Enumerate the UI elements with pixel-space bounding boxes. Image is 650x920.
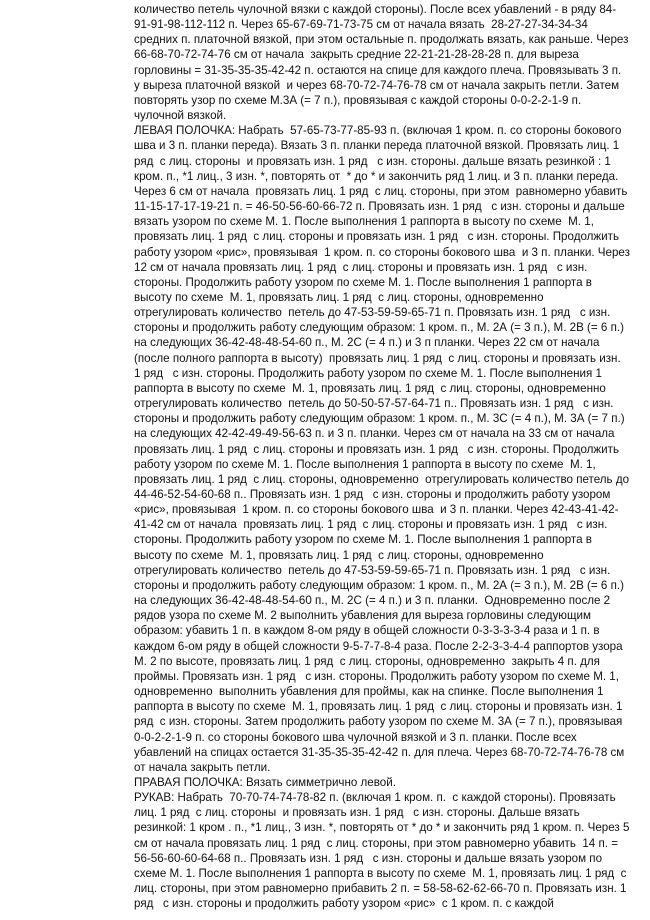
sleeve-section: РУКАВ: Набрать 70-70-74-74-78-82 п. (включая 1 кром. п. с каждой стороны). Провязать лиц. 1 ряд с лиц. стороны и провязать изн. 1 ряд с изн. стороны. Дальше вязать резинкой: 1 кром . п., *1 лиц., 3 изн. *, повторять от * до * и закончить ряд 1 кром. п. Через 5 см от начала провязать лиц. 1 ряд с лиц. стороны, при этом равномерно убавить 14 п. = 56-56-60-60-64-68 п.. Провязать изн. 1 ряд с изн. стороны и дальше вязать узором по схеме М. 1. После выполнения 1 раппорта в высоту по схеме М. 1, провязать лиц. 1 ряд с лиц. стороны, при этом равномерно прибавить 2 п. = 58-58-62-62-66-70 п. Провязать изн. 1 ряд с изн. стороны и продолжить работу узором «рис» с 1 кром. п. с каждой xyxy=(134,791,633,911)
back-text-continuation: количество петель чулочной вязки с каждой стороны). После всех убавлений - в ряду 84-91-91-98-112-112 п. Через 65-67-69-71-73-75 см от начала вязать 28-27-27-34-34-34 средних п. платочной вязкой, при этом остальные п. продолжать вязать, как раньше. Через 66-68-70-72-74-76 см от начала закрыть средние 22-21-21-28-28-28 п. для выреза горловины = 31-35-35-35-42-42 п. остаются на спице для каждого плеча. Провязывать 3 п. у выреза платочной вязкой и через 68-70-72-74-76-78 см от начала закрыть петли. Затем повторять узор по схеме М.3А (= 7 п.), провязывая с каждой стороны 0-0-2-2-1-9 п. чулочной вязкой. xyxy=(134,3,632,123)
left-front-section: ЛЕВАЯ ПОЛОЧКА: Набрать 57-65-73-77-85-93 п. (включая 1 кром. п. со стороны бокового шва и 3 п. планки переда). Вязать 3 п. планки переда платочной вязкой. Провязать лиц. 1 ряд с лиц. стороны и провязать изн. 1 ряд с изн. стороны. дальше вязать резинкой : 1 кром. п., *1 лиц., 3 изн. *, повторять от * до * и закончить ряд 1 лиц. и 3 п. планки переда. Через 6 см от начала провязать лиц. 1 ряд с лиц. стороны, при этом равномерно убавить 11-15-17-17-19-21 п. = 46-50-56-60-66-72 п. Провязать изн. 1 ряд с изн. стороны и дальше вязать узором по схеме М. 1. После выполнения 1 раппорта в высоту по схеме М. 1, провязать лиц. 1 ряд с лиц. стороны и провязать изн. 1 ряд с изн. стороны. Продолжить работу узором «рис», провязывая 1 кром. п. со стороны бокового шва и 3 п. планки. Через 12 см от начала провязать лиц. 1 ряд с лиц. стороны и провязать изн. 1 ряд с изн. стороны. Продолжить работу узором по схеме М. 1. После выполнения 1 раппорта в высоту по схеме М. 1, провязать лиц. 1 ряд с лиц. стороны, одновременно отрегулировать количество петель до 47-53-59-59-65-71 п. Провязать изн. 1 ряд с изн. стороны и продолжить работу следующим образом: 1 кром. п., М. 2А (= 3 п.), М. 2В (= 6 п.) на следующих 36-42-48-48-54-60 п., М. 2С (= 4 п.) и 3 п планки. Через 22 см от начала (после полного раппорта в высоту) провязать лиц. 1 ряд с лиц. стороны и провязать изн. 1 ряд с изн. стороны. Продолжить работу узором по схеме М. 1. После выполнения 1 раппорта в высоту по схеме М. 1, провязать лиц. 1 ряд с лиц. стороны, одновременно отрегулировать количество петель до 50-50-57-57-64-71 п.. Провязать изн. 1 ряд с изн. стороны и продолжить работу следующим образом: 1 кром. п., М. 3С (= 4 п.), М. 3А (= 7 п.) на следующих 42-42-49-49-56-63 п. и 3 п. планки. Через см от начала на 33 см от начала провязать лиц. 1 ряд с лиц. стороны и провязать изн. 1 ряд с изн. стороны. Продолжить работу узором по схеме М. 1. После выполнения 1 раппорта в высоту по схеме М. 1, провязать лиц. 1 ряд с лиц. стороны, одновременно отрегулировать количество петель до 44-46-52-54-60-68 п.. Провязать изн. 1 ряд с изн. стороны и продолжить работу узором «рис», провязывая 1 кром. п. со стороны бокового шва и 3 п. планки. Через 42-43-41-42-41-42 см от начала провязать лиц. 1 ряд с лиц. стороны и провязать изн. 1 ряд с изн. стороны. Продолжить работу узором по схеме М. 1. После выполнения 1 раппорта в высоту по схеме М. 1, провязать лиц. 1 ряд с лиц. стороны, одновременно отрегулировать количество петель до 47-53-59-59-65-71 п. Провязать изн. 1 ряд с изн. стороны и продолжить работу следующим образом: 1 кром. п., М. 2А (= 3 п.), М. 2В (= 6 п.) на следующих 36-42-48-48-54-60 п., М. 2С (= 4 п.) и 3 п. планки. Одновременно после 2 рядов узора по схеме М. 2 выполнить убавления для выреза горловины следующим образом: убавить 1 п. в каждом 8-ом ряду в общей сложности 0-3-3-3-3-4 раза и 1 п. в каждом 6-ом ряду в общей сложности 9-5-7-7-8-4 раза. После 2-2-3-3-4-4 раппортов узора М. 2 по высоте, провязать лиц. 1 ряд с лиц. стороны, одновременно закрыть 4 п. для проймы. Провязать изн. 1 ряд с изн. стороны. Продолжить работу узором по схеме М. 1, одновременно выполнить убавления для проймы, как на спинке. После выполнения 1 раппорта в высоту по схеме М. 1, провязать лиц. 1 ряд с лиц. стороны и провязать изн. 1 ряд с изн. стороны. Затем продолжить работу узором по схеме М. 3А (= 7 п.), провязывая 0-0-2-2-1-9 п. со стороны бокового шва чулочной вязкой и 3 п. планки. После всех убавлений на спицах остается 31-35-35-35-42-42 п. для плеча. Через 68-70-72-74-76-78 см от начала закрыть петли. xyxy=(134,124,634,774)
right-front-section: ПРАВАЯ ПОЛОЧКА: Вязать симметрично левой. xyxy=(134,775,396,789)
